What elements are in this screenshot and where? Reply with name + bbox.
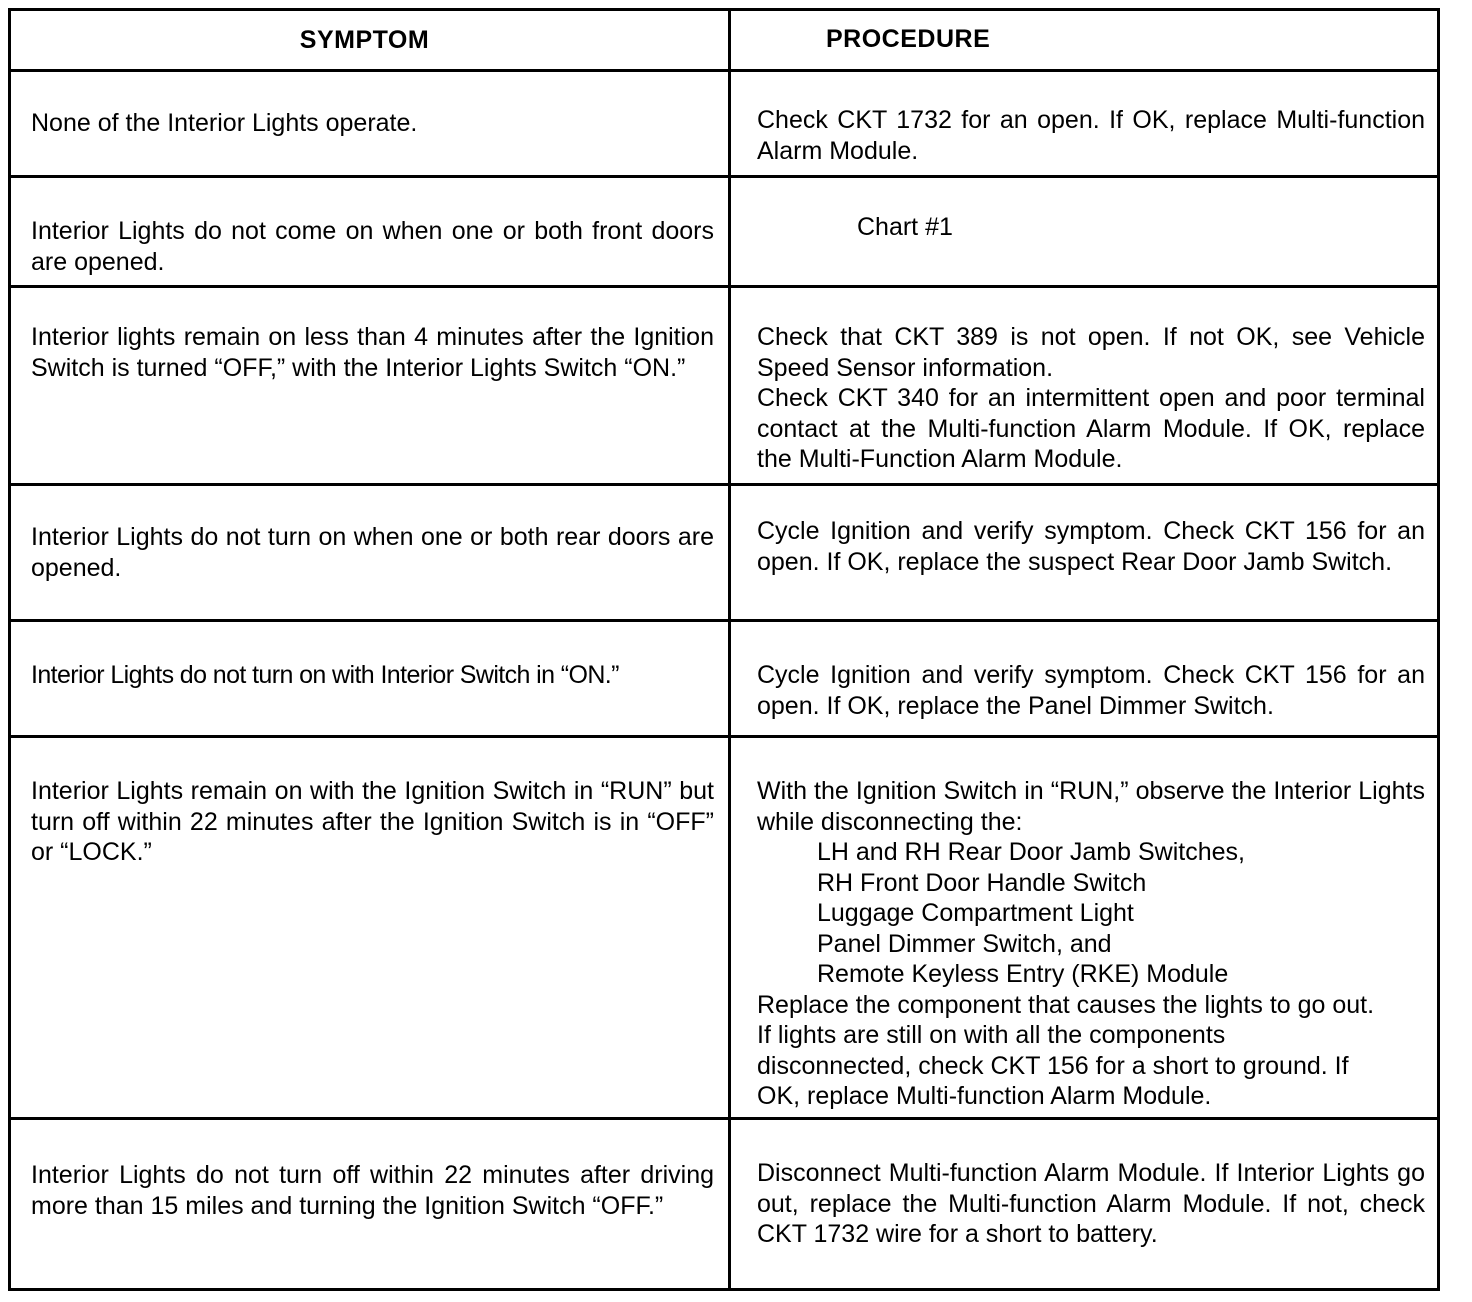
symptom-procedure-table xyxy=(8,8,1440,1291)
symptom-text: Interior Lights do not turn off within 22 minutes after driving more than 15 miles and turning the Ignition Switch “OFF.” xyxy=(31,1161,714,1220)
procedure-cell xyxy=(731,178,1437,285)
procedure-text: Disconnect Multi-function Alarm Module. If Interior Lights go out, replace the Multi-function Alarm Module. If not, check CKT 1732 wire for a short to battery. xyxy=(757,1159,1425,1248)
procedure-text-2: Check CKT 340 for an intermittent open and poor terminal contact at the Multi-function Alarm Module. If OK, replace the Multi-Function Alarm Module. xyxy=(757,384,1425,473)
table-row xyxy=(11,69,1437,175)
symptom-text: Interior lights remain on less than 4 minutes after the Ignition Switch is turned “OFF,” with the Interior Lights Switch “ON.” xyxy=(31,323,714,382)
procedure-cell xyxy=(731,288,1437,483)
symptom-text: Interior Lights do not turn on when one or both rear doors are opened. xyxy=(31,523,714,582)
table-row xyxy=(11,1117,1437,1288)
procedure-text: Cycle Ignition and verify symptom. Check CKT 156 for an open. If OK, replace the suspect Rear Door Jamb Switch. xyxy=(757,517,1425,576)
table-row xyxy=(11,483,1437,619)
component-list xyxy=(757,837,1425,990)
symptom-text: Interior Lights remain on with the Ignition Switch in “RUN” but turn off within 22 minutes after the Ignition Switch is in “OFF” or “LOCK.” xyxy=(31,777,714,866)
symptom-cell xyxy=(11,1120,731,1288)
table-row xyxy=(11,285,1437,483)
list-item: Panel Dimmer Switch, and xyxy=(817,929,1112,958)
list-item: LH and RH Rear Door Jamb Switches, xyxy=(817,838,1245,866)
procedure-header: PROCEDURE xyxy=(826,25,991,53)
symptom-cell xyxy=(11,178,731,285)
list-item: RH Front Door Handle Switch xyxy=(817,868,1147,897)
symptom-cell xyxy=(11,622,731,735)
table-row xyxy=(11,619,1437,735)
symptom-cell xyxy=(11,288,731,483)
table-row xyxy=(11,175,1437,285)
procedure-intro: With the Ignition Switch in “RUN,” observe the Interior Lights while disconnecting the: xyxy=(757,777,1425,836)
procedure-cell xyxy=(731,1120,1437,1288)
procedure-text: Check CKT 1732 for an open. If OK, replace Multi-function Alarm Module. xyxy=(757,106,1425,165)
symptom-text: Interior Lights do not come on when one or both front doors are opened. xyxy=(31,217,714,276)
table-row xyxy=(11,735,1437,1117)
procedure-text: Check that CKT 389 is not open. If not OK, see Vehicle Speed Sensor information. xyxy=(757,323,1425,382)
procedure-cell xyxy=(731,72,1437,175)
list-item: Luggage Compartment Light xyxy=(817,899,1134,927)
list-item: Remote Keyless Entry (RKE) Module xyxy=(817,960,1229,988)
symptom-cell xyxy=(11,738,731,1117)
symptom-cell xyxy=(11,486,731,619)
symptom-header-cell xyxy=(11,11,731,71)
procedure-outro: Replace the component that causes the lights to go out. If lights are still on with all the components disconnected, check CKT 156 for a short to ground. If OK, replace Multi-function Alarm Module. xyxy=(757,990,1375,1110)
procedure-text: Cycle Ignition and verify symptom. Check CKT 156 for an open. If OK, replace the Panel Dimmer Switch. xyxy=(757,661,1425,720)
chart-reference: Chart #1 xyxy=(857,213,953,241)
symptom-text: Interior Lights do not turn on with Interior Switch in “ON.” xyxy=(31,661,619,689)
symptom-header: SYMPTOM xyxy=(299,26,430,54)
symptom-cell xyxy=(11,72,731,175)
procedure-cell xyxy=(731,622,1437,735)
procedure-header-cell xyxy=(731,11,1437,71)
procedure-cell xyxy=(731,486,1437,619)
procedure-cell xyxy=(731,738,1437,1117)
symptom-text: None of the Interior Lights operate. xyxy=(31,109,418,137)
table-header-row xyxy=(11,11,1437,71)
